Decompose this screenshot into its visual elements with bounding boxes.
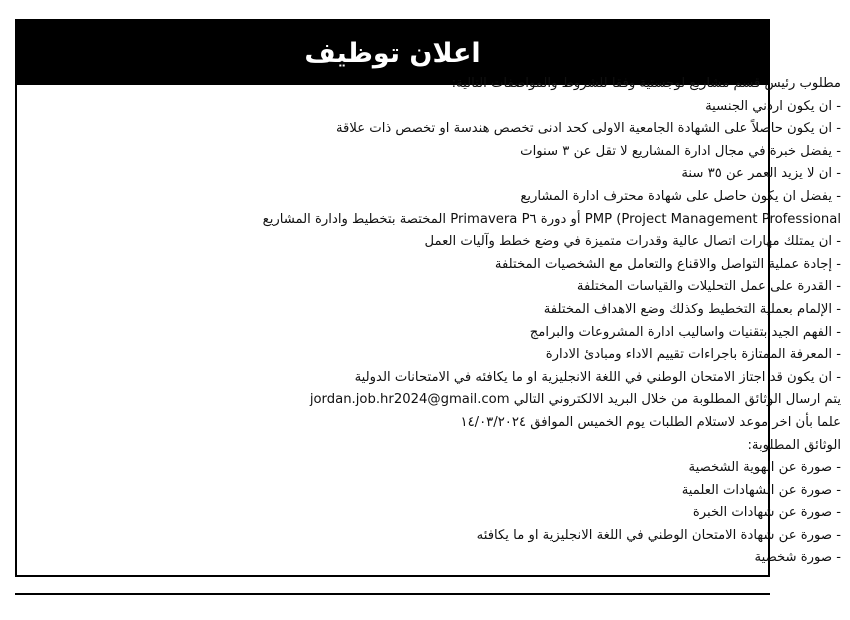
requirement-item: - القدرة على عمل التحليلات والقياسات المختلفة	[576, 279, 841, 295]
intro-text: مطلوب رئيس قسم مشاريع لوجستية وفقا للشروط والمواصفات التالية:	[451, 76, 841, 91]
requirement-item: - المعرفة الممتازة باجراءات تقييم الاداء ومبادئ الادارة	[545, 347, 841, 363]
requirement-item: - ان يكون حاصلاً على الشهادة الجامعية الاولى كحد ادنى تخصص هندسة او تخصص ذات علاقة	[335, 121, 841, 137]
requirement-item: - ان لا يزيد العمر عن ٣٥ سنة	[681, 166, 841, 182]
requirement-item: - إجادة عملية التواصل والاقناع والتعامل مع الشخصيات المختلفة	[494, 256, 841, 272]
document-item: - صورة عن شهادات الخبرة	[692, 505, 841, 521]
bottom-divider	[15, 593, 770, 595]
submission-instructions: يتم ارسال الوثائق المطلوبة من خلال البريد الالكتروني التالي jordan.job.hr2024@gmail.com	[309, 392, 841, 408]
document-item: - صورة عن الشهادات العلمية	[681, 482, 841, 498]
requirement-item: PMP (Project Management Professional أو دورة Primavera P٦ المختصة بتخطيط وادارة المشاريع	[262, 211, 841, 227]
requirement-item: - ان يكون قد اجتاز الامتحان الوطني في اللغة الانجليزية او ما يكافئه في الامتحانات الدولية	[354, 369, 841, 385]
requirement-item: - الفهم الجيد بتقنيات واساليب ادارة المشروعات والبرامج	[529, 324, 841, 340]
ad-body	[101, 73, 841, 570]
document-item: - صورة عن شهادة الامتحان الوطني في اللغة الانجليزية او ما يكافئه	[476, 527, 841, 543]
document-item: - صورة عن الهوية الشخصية	[688, 460, 841, 476]
document-item: - صورة شخصية	[754, 550, 841, 566]
ad-title: اعلان توظيف	[304, 37, 481, 69]
requirement-item: - يفضل ان يكون حاصل على شهادة محترف ادارة المشاريع	[520, 188, 841, 204]
requirement-item: - ان يكون اردني الجنسية	[705, 98, 841, 114]
requirement-item: - ان يمتلك مهارات اتصال عالية وقدرات متميزة في وضع خطط وآليات العمل	[424, 234, 841, 250]
requirement-item: - يفضل خبرة في مجال ادارة المشاريع لا تقل عن ٣ سنوات	[520, 143, 841, 159]
application-deadline: علما بأن اخر موعد لاستلام الطلبات يوم الخميس الموافق ١٤/٠٣/٢٠٢٤	[460, 414, 841, 430]
requirement-item: - الإلمام بعملية التخطيط وكذلك وضع الاهداف المختلفة	[543, 301, 841, 317]
documents-heading: الوثائق المطلوبة:	[747, 437, 841, 453]
